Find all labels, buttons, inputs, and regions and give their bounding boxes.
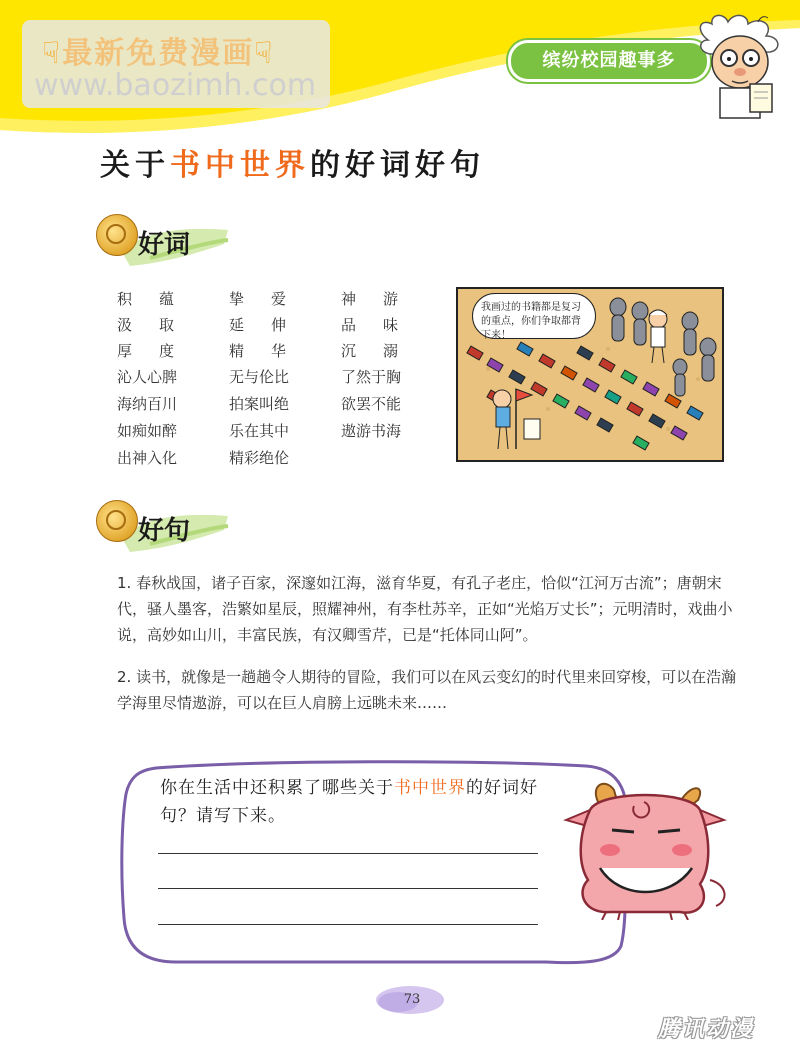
pointing-hand-icon: ☟ <box>254 36 275 71</box>
coin-icon <box>96 214 138 256</box>
word-item: 精彩绝伦 <box>229 449 290 467</box>
word-item: 无与伦比 <box>229 368 290 386</box>
word-item: 精华 <box>229 342 314 360</box>
prompt-part1: 你在生活中还积累了哪些关于 <box>160 778 394 798</box>
word-item: 遨游书海 <box>341 422 402 440</box>
word-item: 出神入化 <box>117 449 178 467</box>
prompt-part2: 的好词好句？请写下来。 <box>160 778 538 826</box>
word-item: 海纳百川 <box>117 395 178 413</box>
word-item: 欲罢不能 <box>341 395 402 413</box>
word-item: 乐在其中 <box>229 422 290 440</box>
comic-speech-bubble: 我画过的书籍都是复习的重点，你们争取都背下来！ <box>472 293 596 339</box>
word-item: 厚度 <box>117 342 202 360</box>
coin-icon <box>96 500 138 542</box>
word-item: 汲取 <box>117 316 202 334</box>
good-words-label: 好词 <box>138 230 191 260</box>
word-item: 拍案叫绝 <box>229 395 290 413</box>
watermark-title <box>42 28 275 72</box>
sentence-item: 2. 读书，就像是一趟趟令人期待的冒险，我们可以在风云变幻的时代里来回穿梭，可以在浩瀚学海里尽情遨游，可以在巨人肩膀上远眺未来…… <box>117 668 737 712</box>
corner-logo: 腾讯动漫 <box>658 1017 755 1042</box>
word-item: 沉溺 <box>341 342 426 360</box>
word-item: 品味 <box>341 316 426 334</box>
watermark <box>22 20 330 108</box>
sentence-item: 1. 春秋战国，诸子百家，深邃如江海，滋育华夏，有孔子老庄，恰似“江河万古流”；唐朝宋代，骚人墨客，浩繁如星辰，照耀神州，有李杜苏辛，正如“光焰万丈长”；元明清时，戏曲小说，高妙如山川，丰富民族，有汉卿雪芹，已是“托体同山阿”。 <box>117 574 733 644</box>
prompt-text <box>160 774 550 830</box>
title-part1: 关于 <box>100 148 170 183</box>
writing-line[interactable] <box>158 888 538 889</box>
comic-illustration <box>456 287 724 462</box>
word-item: 了然于胸 <box>341 368 402 386</box>
good-sentences-heading <box>96 500 236 560</box>
word-item: 延伸 <box>229 316 314 334</box>
writing-line[interactable] <box>158 853 538 854</box>
prompt-highlight: 书中世界 <box>394 778 466 798</box>
writing-line[interactable] <box>158 924 538 925</box>
good-words-heading <box>96 214 236 274</box>
professor-mascot-icon <box>690 10 790 120</box>
pink-bull-mascot-icon <box>560 780 730 920</box>
watermark-url: www.baozimh.com <box>34 68 317 103</box>
word-item: 积蕴 <box>117 290 202 308</box>
page-title <box>100 140 485 184</box>
good-sentences-label: 好句 <box>138 516 191 546</box>
word-item: 挚爱 <box>229 290 314 308</box>
word-item: 神游 <box>341 290 426 308</box>
word-item: 如痴如醉 <box>117 422 178 440</box>
title-part2: 的好词好句 <box>310 148 485 183</box>
word-item: 沁人心脾 <box>117 368 178 386</box>
title-highlight: 书中世界 <box>170 148 310 183</box>
pointing-hand-icon: ☟ <box>42 36 63 71</box>
section-pill: 缤纷校园趣事多 <box>508 40 710 82</box>
page-number: 73 <box>403 992 421 1007</box>
watermark-title-text: 最新免费漫画 <box>62 36 255 71</box>
